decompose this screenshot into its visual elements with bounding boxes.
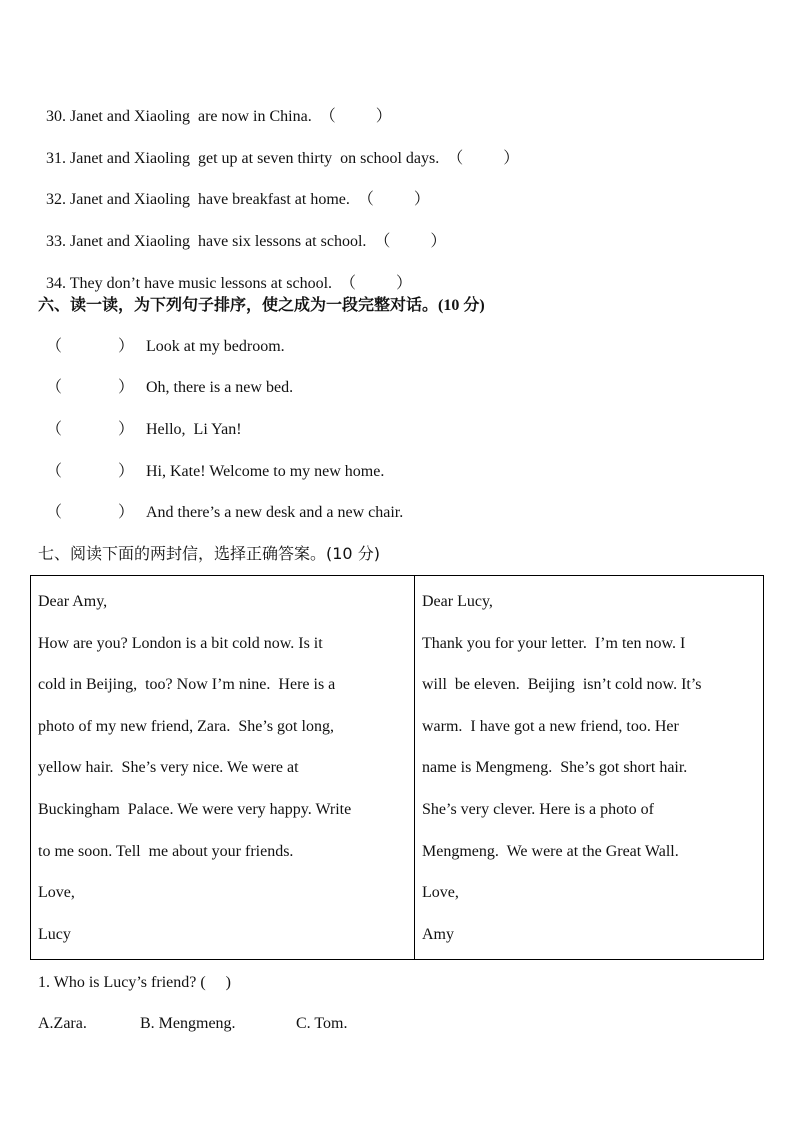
paren-open: （: [46, 463, 63, 480]
order-sentence: Look at my bedroom.: [146, 338, 285, 355]
paren-open: （: [46, 379, 63, 396]
order-sentence: And there’s a new desk and a new chair.: [146, 504, 404, 521]
letter-line: yellow hair. She’s very nice. We were at: [38, 759, 299, 777]
letter-line: Love,: [38, 884, 75, 902]
order-blank[interactable]: [46, 462, 146, 482]
order-blank[interactable]: [46, 337, 146, 357]
letter-line: Amy: [422, 925, 454, 943]
letter-line: Dear Lucy,: [422, 593, 493, 610]
paren-close: ）: [118, 421, 135, 438]
letter-line: will be eleven. Beijing isn’t cold now. It’s: [422, 676, 702, 694]
letter-line: photo of my new friend, Zara. She’s got long,: [38, 717, 334, 735]
question-text: 32. Janet and Xiaoling have breakfast at home.: [46, 191, 350, 208]
letter-line: She’s very clever. Here is a photo of: [422, 800, 654, 818]
question-text: 31. Janet and Xiaoling get up at seven thirty on school days.: [46, 150, 440, 167]
option-c[interactable]: C. Tom.: [296, 1015, 348, 1032]
order-item-2: [46, 378, 293, 398]
answer-blank[interactable]: （ ）: [340, 275, 413, 292]
paren-close: ）: [118, 463, 135, 480]
letter-line: Mengmeng. We were at the Great Wall.: [422, 842, 679, 860]
option-b[interactable]: B. Mengmeng.: [140, 1015, 236, 1032]
letter-line: warm. I have got a new friend, too. Her: [422, 717, 679, 735]
letter-line: to me soon. Tell me about your friends.: [38, 842, 294, 860]
question-32: [38, 170, 430, 210]
letter-line: Thank you for your letter. I’m ten now. I: [422, 634, 686, 652]
order-item-1: [46, 337, 285, 357]
question-text: 33. Janet and Xiaoling have six lessons at school.: [46, 233, 367, 250]
order-sentence: Oh, there is a new bed.: [146, 379, 294, 396]
question-1: 1. Who is Lucy’s friend? ( ): [38, 974, 231, 991]
letter-line: Dear Amy,: [38, 593, 108, 610]
letter-line: How are you? London is a bit cold now. Is it: [38, 634, 323, 652]
letters-table: [30, 575, 764, 960]
answer-options: [38, 1014, 348, 1094]
table-divider: [414, 576, 415, 959]
paren-close: ）: [118, 379, 135, 396]
letter-from-lucy: [38, 592, 410, 966]
order-sentence: Hi, Kate! Welcome to my new home.: [146, 463, 385, 480]
letter-from-amy: [422, 592, 762, 966]
paren-open: （: [46, 421, 63, 438]
paren-close: ）: [118, 338, 135, 355]
question-33: [38, 212, 446, 252]
letter-line: Buckingham Palace. We were very happy. Write: [38, 800, 352, 818]
letter-line: cold in Beijing, too? Now I’m nine. Here is a: [38, 676, 336, 694]
paren-close: ）: [118, 504, 135, 521]
option-a[interactable]: A.Zara.: [38, 1015, 87, 1032]
order-item-5: [46, 503, 403, 523]
answer-blank[interactable]: （ ）: [319, 108, 392, 125]
order-item-3: [46, 420, 242, 440]
order-blank[interactable]: [46, 503, 146, 523]
letter-line: name is Mengmeng. She’s got short hair.: [422, 759, 688, 777]
letter-line: Love,: [422, 884, 459, 902]
section-6-title: [38, 295, 485, 316]
order-sentence: Hello, Li Yan!: [146, 421, 242, 438]
paren-open: （: [46, 338, 63, 355]
order-item-4: [46, 462, 384, 482]
answer-blank[interactable]: （ ）: [357, 191, 430, 208]
answer-blank[interactable]: （ ）: [447, 150, 520, 167]
section-6-score: (10 分): [438, 297, 485, 314]
question-text: 30. Janet and Xiaoling are now in China.: [46, 108, 312, 125]
question-30: [38, 87, 392, 127]
question-31: [38, 129, 519, 169]
section-7-title: 七、阅读下面的两封信，选择正确答案。(10 分): [38, 544, 380, 563]
order-blank[interactable]: [46, 378, 146, 398]
answer-blank[interactable]: （ ）: [374, 233, 447, 250]
letter-line: Lucy: [38, 925, 71, 943]
question-34: [38, 254, 412, 294]
section-6-title-text: 六、读一读，为下列句子排序，使之成为一段完整对话。: [38, 295, 439, 314]
paren-open: （: [46, 504, 63, 521]
question-text: 34. They don’t have music lessons at school.: [46, 275, 333, 292]
order-blank[interactable]: [46, 420, 146, 440]
